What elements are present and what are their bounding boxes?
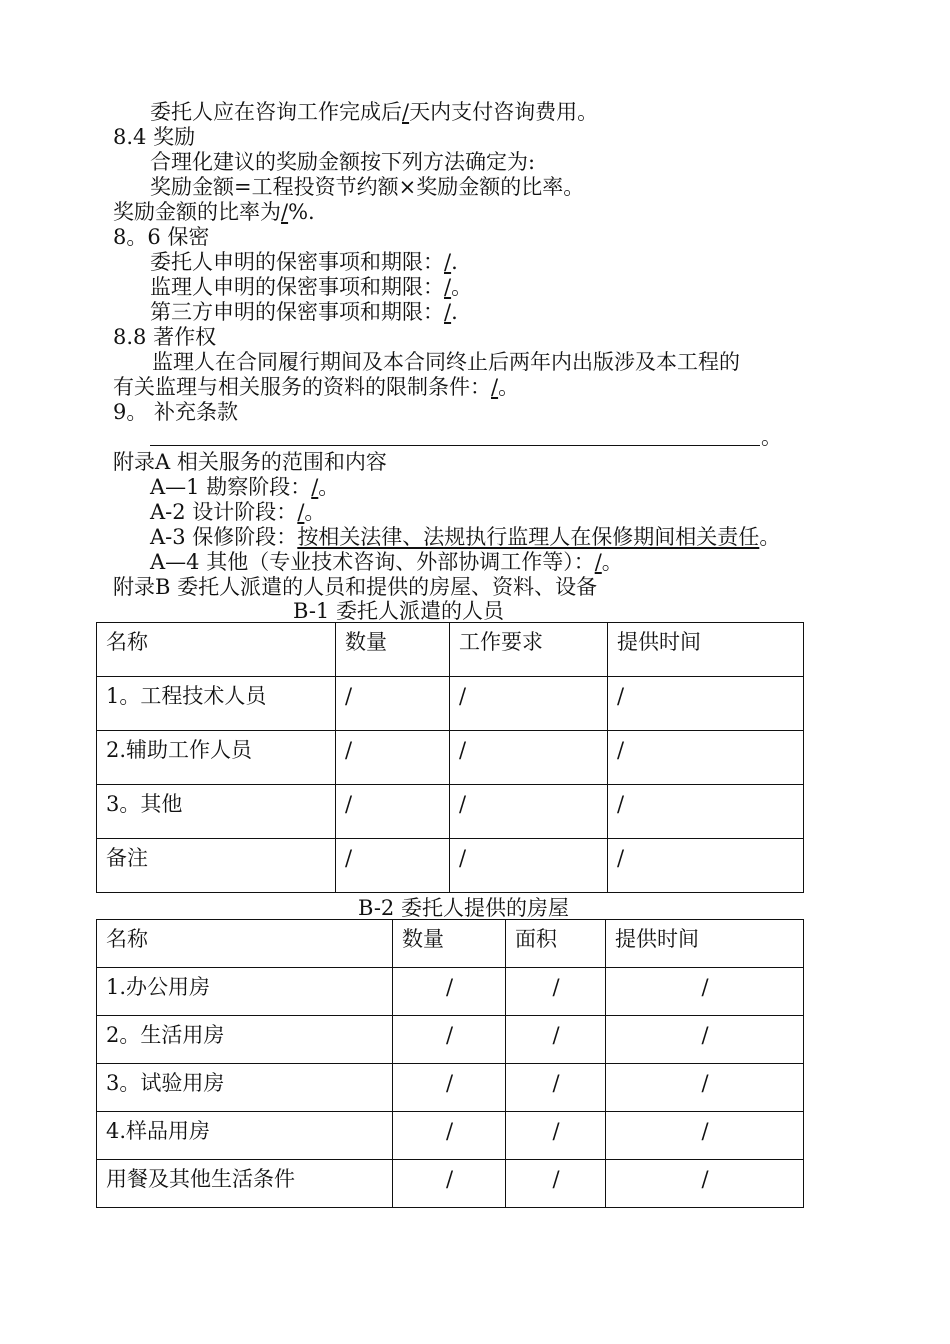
table-cell: / [608, 785, 804, 839]
table-header-cell: 名称 [97, 623, 336, 677]
table-cell: / [336, 731, 450, 785]
table-cell: 2.辅助工作人员 [97, 731, 336, 785]
table-cell: / [506, 968, 606, 1016]
table-row [97, 1160, 804, 1208]
copyright-text-line1: 监理人在合同履行期间及本合同终止后两年内出版涉及本工程的 [152, 350, 740, 374]
table-cell: 3。其他 [97, 785, 336, 839]
table-row [97, 839, 804, 893]
table-header-cell: 数量 [393, 920, 506, 968]
appendix-a1-text: A—1 勘察阶段：/。 [150, 475, 340, 499]
copyright-text-line2: 有关监理与相关服务的资料的限制条件：/。 [113, 375, 520, 399]
table-header-cell: 数量 [336, 623, 450, 677]
client-confidentiality-text: 委托人申明的保密事项和期限：/. [150, 250, 458, 274]
reward-method-text: 合理化建议的奖励金额按下列方法确定为: [150, 150, 536, 174]
table-cell: / [506, 1016, 606, 1064]
table-cell: / [336, 677, 450, 731]
table-cell: / [606, 968, 804, 1016]
table-header-cell: 面积 [506, 920, 606, 968]
table-cell: 2。生活用房 [97, 1016, 393, 1064]
table-cell: / [606, 1160, 804, 1208]
section-heading-supplementary: 9。 补充条款 [113, 400, 239, 424]
premises-table [96, 919, 804, 1208]
table-cell: 用餐及其他生活条件 [97, 1160, 393, 1208]
table-cell: / [506, 1160, 606, 1208]
table-row [97, 677, 804, 731]
table-header-row [97, 920, 804, 968]
table2-caption: B-2 委托人提供的房屋 [358, 896, 569, 920]
third-party-confidentiality-text: 第三方申明的保密事项和期限：/. [150, 300, 458, 324]
payment-clause: 委托人应在咨询工作完成后/天内支付咨询费用。 [150, 100, 599, 124]
table-header-cell: 提供时间 [606, 920, 804, 968]
appendix-a3-text: A-3 保修阶段：按相关法律、法规执行监理人在保修期间相关责任。 [150, 525, 781, 549]
table-row [97, 731, 804, 785]
appendix-a2-text: A-2 设计阶段：/。 [150, 500, 326, 524]
table-header-row [97, 623, 804, 677]
section-heading-copyright: 8.8 著作权 [113, 325, 217, 349]
reward-rate-text: 奖励金额的比率为/%. [113, 200, 315, 224]
table-cell: / [393, 1112, 506, 1160]
table-header-cell: 工作要求 [450, 623, 608, 677]
table-cell: 4.样品用房 [97, 1112, 393, 1160]
section-heading-reward: 8.4 奖励 [113, 125, 196, 149]
reward-formula-text: 奖励金额=工程投资节约额×奖励金额的比率。 [150, 175, 585, 199]
table-cell: / [450, 785, 608, 839]
table-row [97, 1064, 804, 1112]
table-row [97, 1016, 804, 1064]
table-cell: / [393, 1064, 506, 1112]
blank-fill-line [150, 445, 760, 446]
table-cell: / [606, 1064, 804, 1112]
table-cell: / [336, 785, 450, 839]
table-row [97, 785, 804, 839]
table-row [97, 1112, 804, 1160]
table-cell: / [608, 731, 804, 785]
blank-line-end: 。 [761, 425, 782, 449]
appendix-a-heading: 附录A 相关服务的范围和内容 [113, 450, 387, 474]
appendix-a4-text: A—4 其他（专业技术咨询、外部协调工作等）：/。 [150, 550, 623, 574]
table-cell: / [393, 1160, 506, 1208]
table-cell: / [606, 1016, 804, 1064]
table-cell: 1。工程技术人员 [97, 677, 336, 731]
table-cell: 备注 [97, 839, 336, 893]
table-header-cell: 名称 [97, 920, 393, 968]
supervisor-confidentiality-text: 监理人申明的保密事项和期限：/。 [150, 275, 473, 299]
table-cell: / [393, 968, 506, 1016]
table-row [97, 968, 804, 1016]
table-cell: / [450, 677, 608, 731]
table1-caption: B-1 委托人派遣的人员 [293, 599, 504, 623]
table-cell: / [450, 731, 608, 785]
table-cell: / [608, 839, 804, 893]
table-cell: / [506, 1112, 606, 1160]
appendix-b-heading: 附录B 委托人派遣的人员和提供的房屋、资料、设备 [113, 575, 598, 599]
table-cell: / [336, 839, 450, 893]
table-cell: 3。试验用房 [97, 1064, 393, 1112]
section-heading-confidentiality: 8。6 保密 [113, 225, 210, 249]
table-cell: / [450, 839, 608, 893]
table-cell: / [393, 1016, 506, 1064]
table-cell: / [506, 1064, 606, 1112]
personnel-table [96, 622, 804, 893]
table-cell: / [606, 1112, 804, 1160]
table-cell: 1.办公用房 [97, 968, 393, 1016]
table-header-cell: 提供时间 [608, 623, 804, 677]
table-cell: / [608, 677, 804, 731]
